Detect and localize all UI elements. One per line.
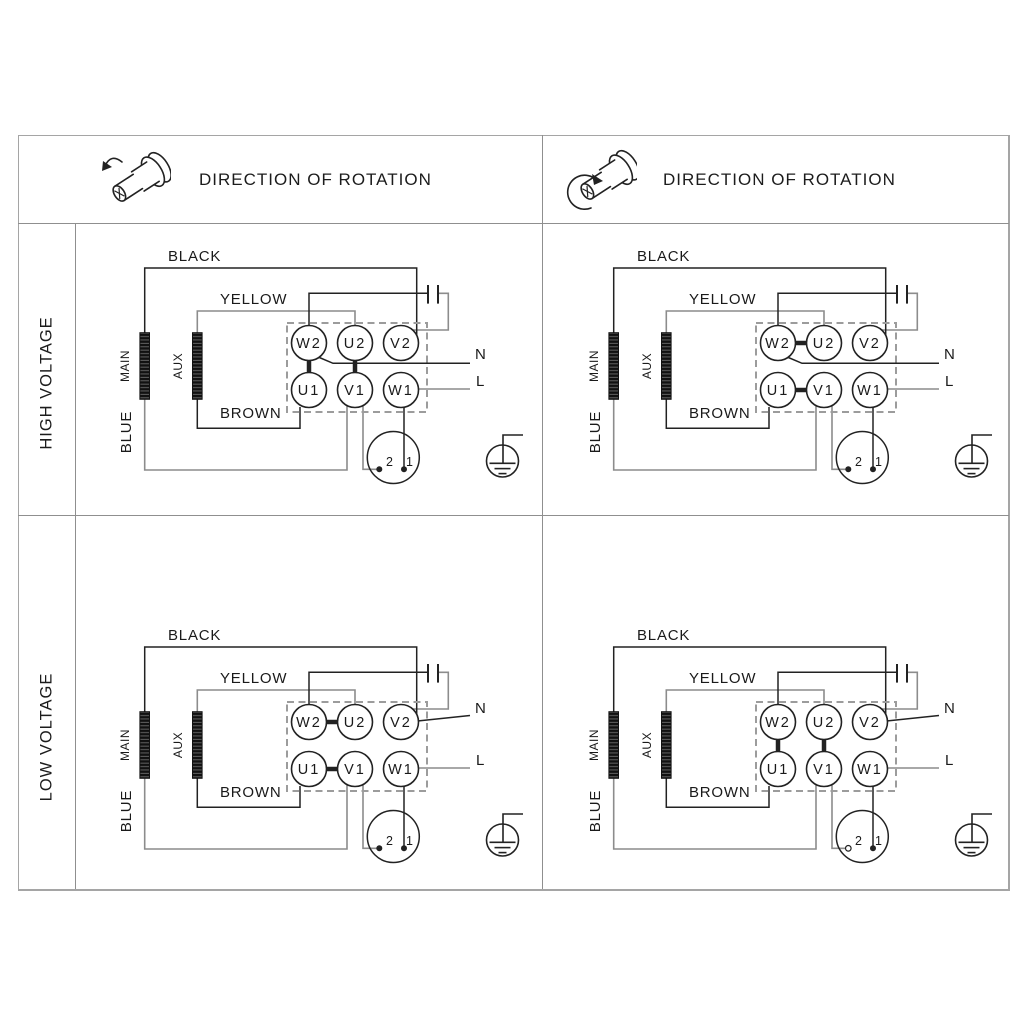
plug-pin-2 (376, 845, 382, 851)
earth-ground-symbol (956, 435, 993, 477)
black-wire-label: BLACK (168, 248, 222, 265)
yellow-wire-label: YELLOW (220, 291, 288, 308)
terminal-label-v1: V1 (813, 383, 835, 400)
plug-pin-2-label: 2 (855, 455, 862, 469)
terminal-label-u1: U1 (766, 762, 790, 779)
brown-wire-label: BROWN (689, 784, 751, 801)
terminal-label-u1: U1 (766, 383, 790, 400)
black-wire-label: BLACK (637, 248, 691, 265)
terminal-links-horizontal (327, 722, 338, 769)
w2-to-capacitor-wire (778, 293, 897, 325)
aux-winding-coil (662, 712, 672, 779)
black-wire-label: BLACK (168, 627, 222, 644)
earth-ground-symbol (487, 814, 524, 856)
w2-to-capacitor-wire (309, 293, 428, 325)
terminal-label-v1: V1 (344, 762, 366, 779)
terminal-label-u2: U2 (343, 715, 367, 732)
aux-winding-label: AUX (171, 731, 185, 759)
quadrant-low-voltage-right (564, 604, 1014, 884)
terminal-label-v2: V2 (390, 715, 412, 732)
neutral-label: N (944, 346, 955, 363)
capacitor-to-v2-wire (413, 293, 448, 330)
main-winding-coil (609, 333, 619, 400)
terminal-label-w1: W1 (388, 383, 414, 400)
aux-winding-coil (193, 333, 203, 400)
terminal-label-u2: U2 (343, 336, 367, 353)
row-divider (18, 515, 1009, 516)
terminal-label-w2: W2 (765, 715, 791, 732)
high-voltage-label: HIGH VOLTAGE (37, 316, 56, 450)
main-winding-label: MAIN (587, 729, 601, 761)
line-label: L (476, 373, 485, 390)
motor-rotation-right-icon (561, 142, 637, 222)
neutral-label: N (944, 700, 955, 717)
yellow-wire (197, 311, 355, 333)
main-winding-coil (140, 712, 150, 779)
plug-pin-2 (376, 466, 382, 472)
terminal-label-u2: U2 (812, 336, 836, 353)
w2-to-capacitor-wire (778, 672, 897, 704)
plug-pin-1-label: 1 (406, 455, 413, 469)
plug-pin-2-label: 2 (386, 455, 393, 469)
aux-winding-label: AUX (640, 352, 654, 380)
earth-ground-symbol (956, 814, 993, 856)
brown-wire-label: BROWN (220, 784, 282, 801)
terminal-label-v1: V1 (344, 383, 366, 400)
terminal-label-w1: W1 (388, 762, 414, 779)
quadrant-high-voltage-left (95, 225, 545, 505)
plug-pin-1-label: 1 (875, 455, 882, 469)
main-winding-coil (609, 712, 619, 779)
wiring-schematic-low-voltage-right (564, 604, 1014, 884)
wiring-schematic-low-voltage-left (95, 604, 545, 884)
table-border-bottom (18, 889, 1010, 891)
row-cell-high-voltage (19, 224, 75, 515)
main-winding-label: MAIN (118, 729, 132, 761)
wiring-schematic-high-voltage-right (564, 225, 1014, 505)
capacitor-to-v2-wire (882, 293, 917, 330)
yellow-wire (197, 690, 355, 712)
terminal-label-v1: V1 (813, 762, 835, 779)
header-cell-rotation-left (19, 136, 542, 223)
main-winding-label: MAIN (118, 350, 132, 382)
label-column-divider (75, 223, 76, 889)
line-label: L (476, 752, 485, 769)
plug-pin-2-label: 2 (855, 834, 862, 848)
terminal-links-vertical (778, 740, 824, 752)
black-wire-label: BLACK (637, 627, 691, 644)
w2-to-capacitor-wire (309, 672, 428, 704)
main-winding-coil (140, 333, 150, 400)
direction-of-rotation-title: DIRECTION OF ROTATION (199, 169, 432, 189)
capacitor-to-v2-wire (413, 672, 448, 709)
neutral-supply-wire (418, 716, 471, 722)
row-cell-low-voltage (19, 516, 75, 889)
terminal-label-w2: W2 (765, 336, 791, 353)
quadrant-low-voltage-left (95, 604, 545, 884)
quadrant-high-voltage-right (564, 225, 1014, 505)
terminal-label-v2: V2 (859, 336, 881, 353)
terminal-label-u1: U1 (297, 383, 321, 400)
aux-winding-label: AUX (640, 731, 654, 759)
capacitor-to-v2-wire (882, 672, 917, 709)
yellow-wire (666, 311, 824, 333)
blue-wire-label: BLUE (587, 410, 604, 454)
motor-rotation-left-icon (95, 142, 171, 222)
line-label: L (945, 752, 954, 769)
plug-pin-1-label: 1 (875, 834, 882, 848)
plug-pin-2 (845, 466, 851, 472)
yellow-wire-label: YELLOW (689, 291, 757, 308)
wiring-schematic-high-voltage-left (95, 225, 545, 505)
plug-pin-1-label: 1 (406, 834, 413, 848)
aux-winding-coil (193, 712, 203, 779)
terminal-label-u2: U2 (812, 715, 836, 732)
terminal-label-w2: W2 (296, 715, 322, 732)
header-divider (18, 223, 1009, 224)
line-label: L (945, 373, 954, 390)
direction-of-rotation-title: DIRECTION OF ROTATION (663, 169, 896, 189)
plug-pin-2 (846, 846, 852, 852)
earth-ground-symbol (487, 435, 524, 477)
neutral-label: N (475, 346, 486, 363)
brown-wire-label: BROWN (220, 405, 282, 422)
neutral-supply-wire (887, 716, 940, 722)
terminal-links-horizontal (796, 343, 807, 390)
terminal-label-v2: V2 (390, 336, 412, 353)
brown-wire-label: BROWN (689, 405, 751, 422)
blue-wire-label: BLUE (118, 410, 135, 454)
terminal-label-v2: V2 (859, 715, 881, 732)
terminal-label-w1: W1 (857, 383, 883, 400)
aux-winding-label: AUX (171, 352, 185, 380)
main-winding-label: MAIN (587, 350, 601, 382)
yellow-wire-label: YELLOW (220, 670, 288, 687)
yellow-wire (666, 690, 824, 712)
terminal-label-w2: W2 (296, 336, 322, 353)
low-voltage-label: LOW VOLTAGE (37, 672, 56, 802)
neutral-label: N (475, 700, 486, 717)
blue-wire-label: BLUE (587, 789, 604, 833)
header-cell-rotation-right (543, 136, 1008, 223)
aux-winding-coil (662, 333, 672, 400)
plug-pin-2-label: 2 (386, 834, 393, 848)
terminal-label-w1: W1 (857, 762, 883, 779)
yellow-wire-label: YELLOW (689, 670, 757, 687)
terminal-label-u1: U1 (297, 762, 321, 779)
blue-wire-label: BLUE (118, 789, 135, 833)
